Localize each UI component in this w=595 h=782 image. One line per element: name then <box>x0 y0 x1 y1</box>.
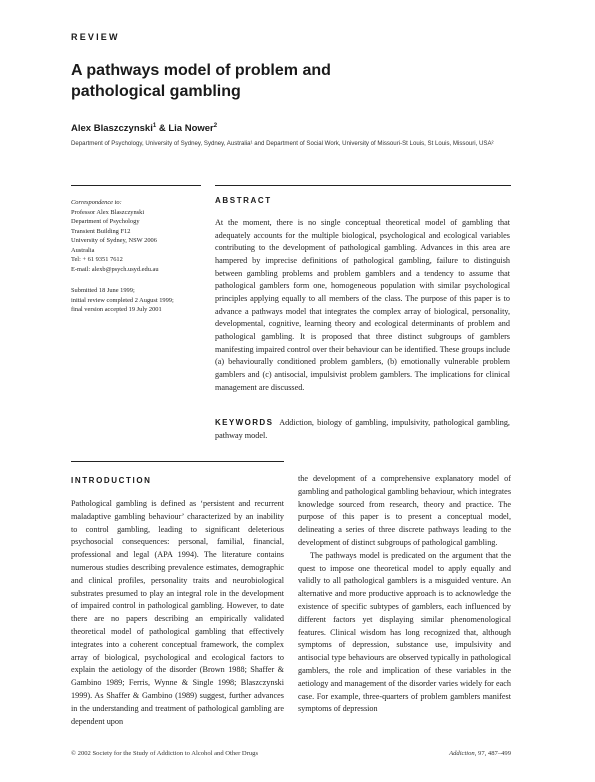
correspondence-line: Australia <box>71 246 95 254</box>
submission-dates <box>71 286 211 315</box>
article-title-line-2: pathological gambling <box>71 83 241 100</box>
review-date: initial review completed 2 August 1999; <box>71 296 174 304</box>
journal-citation <box>449 750 511 757</box>
introduction-rule <box>71 461 284 462</box>
section-label: REVIEW <box>71 32 120 42</box>
body-paragraph: The pathways model is predicated on the argument that the quest to impose one theoretical model to apply equally and validly to all pathological gamblers is a misguided venture. An alternative and more productive approach is to acknowledge the existence of specific subtypes of gamblers, each influenced by different factors yet displaying similar phenomenological features. Clinical wisdom has long recognized that, although symptoms of depression, substance use, impulsivity and antisocial type behaviours are observed typically in pathological gamblers, the role and implication of these variables in the aetiology and management of the disorder varies widely for each case. For example, three-quarters of problem gamblers manifest symptoms of depression <box>298 550 511 714</box>
correspondence-heading: Correspondence to: <box>71 199 122 206</box>
correspondence-phone: Tel: + 61 9351 7612 <box>71 256 123 263</box>
accepted-date: final version accepted 19 July 2001 <box>71 306 162 313</box>
author-separator: & <box>156 123 169 135</box>
introduction-heading: INTRODUCTION <box>71 476 152 485</box>
keywords-list: Addiction, biology of gambling, impulsivity, pathological gambling, pathway model. <box>215 418 510 440</box>
author-name: Alex Blaszczynski <box>71 123 153 135</box>
correspondence-email: E-mail: alexb@psych.usyd.edu.au <box>71 265 159 273</box>
correspondence-line: Department of Psychology <box>71 218 140 225</box>
abstract-heading: ABSTRACT <box>215 196 272 205</box>
submitted-date: Submitted 18 June 1999; <box>71 287 135 294</box>
correspondence-line: Professor Alex Blaszczynski <box>71 208 145 216</box>
abstract-rule <box>215 185 511 186</box>
journal-volume-pages: , 97, 487–499 <box>474 750 511 757</box>
author-list <box>71 123 217 134</box>
affiliations: Department of Psychology, University of Sydney, Sydney, Australia¹ and Department of Social Work, University of Missouri-St Louis, St Louis, Missouri, USA² <box>71 140 494 147</box>
author-affiliation-mark: 2 <box>213 123 218 129</box>
article-title-line-1: A pathways model of problem and <box>71 62 331 79</box>
keywords <box>215 417 510 442</box>
body-column-right <box>298 473 511 716</box>
correspondence-rule <box>71 185 201 186</box>
body-paragraph: Pathological gambling is defined as ‘persistent and recurrent maladaptive gambling behaviour’ characterized by an inability to control gambling, leading to significant deleterious psychosocial consequences: personal, familial, financial, professional and legal (APA 1994). The literature contains numerous studies describing prevalence estimates, demographic and clinical profiles, personality traits and neurobiological substrates presumed to play an integral role in the development of impaired control in pathological gambling. However, to date there are no papers describing an empirically validated theoretical model of pathological gambling that effectively integrates into a coherent conceptual framework, the complex array of biological, psychological and ecological factors to explain the aetiology of the disorder (Brown 1988; Shaffer & Gambino 1989; Ferris, Wynne & Single 1998; Blaszczynski 1999). As Shaffer & Gambino (1989) suggest, further advances in the understanding and treatment of pathological gambling are dependent upon <box>71 499 284 726</box>
author-name: Lia Nower <box>168 123 214 135</box>
copyright-footer: © 2002 Society for the Study of Addiction to Alcohol and Other Drugs <box>71 750 259 757</box>
correspondence-block <box>71 198 211 274</box>
abstract-body: At the moment, there is no single conceptual theoretical model of gambling that adequately accounts for the multiple biological, psychological and ecological variables contributing to the development of pathological gambling. Advances in this area are hampered by imprecise definitions of pathological gambling, failure to distinguish between gambling problems and problem gamblers and a tendency to assume that pathological gamblers form one, homogeneous population with similar psychological principles applying equally to all members of the class. The purpose of this paper is to advance a pathways model that integrates the complex array of biological, personality, developmental, cognitive, learning theory and ecological determinants of problem and pathological gambling. It is proposed that three distinct subgroups of gamblers manifesting impaired control over their behaviour can be identified. These groups include (a) behaviourally conditioned problem gamblers, (b) emotionally vulnerable problem gamblers and (c) antisocial, impulsivist problem gamblers. The implications for clinical management are discussed. <box>215 218 510 392</box>
body-paragraph: the development of a comprehensive explanatory model of gambling and pathological gambling behaviour, which integrates knowledge sourced from research, theory and practice. The purpose of this paper is to present a conceptual model, delineating a series of three discrete pathways leading to the development of distinct subgroups of pathological gambling. <box>298 474 511 547</box>
keywords-label: KEYWORDS <box>215 418 274 427</box>
journal-name: Addiction <box>449 750 475 757</box>
correspondence-line: Transient Building F12 <box>71 227 131 235</box>
body-column-left <box>71 498 284 728</box>
correspondence-line: University of Sydney, NSW 2006 <box>71 237 157 244</box>
author-affiliation-mark: 1 <box>152 123 157 129</box>
